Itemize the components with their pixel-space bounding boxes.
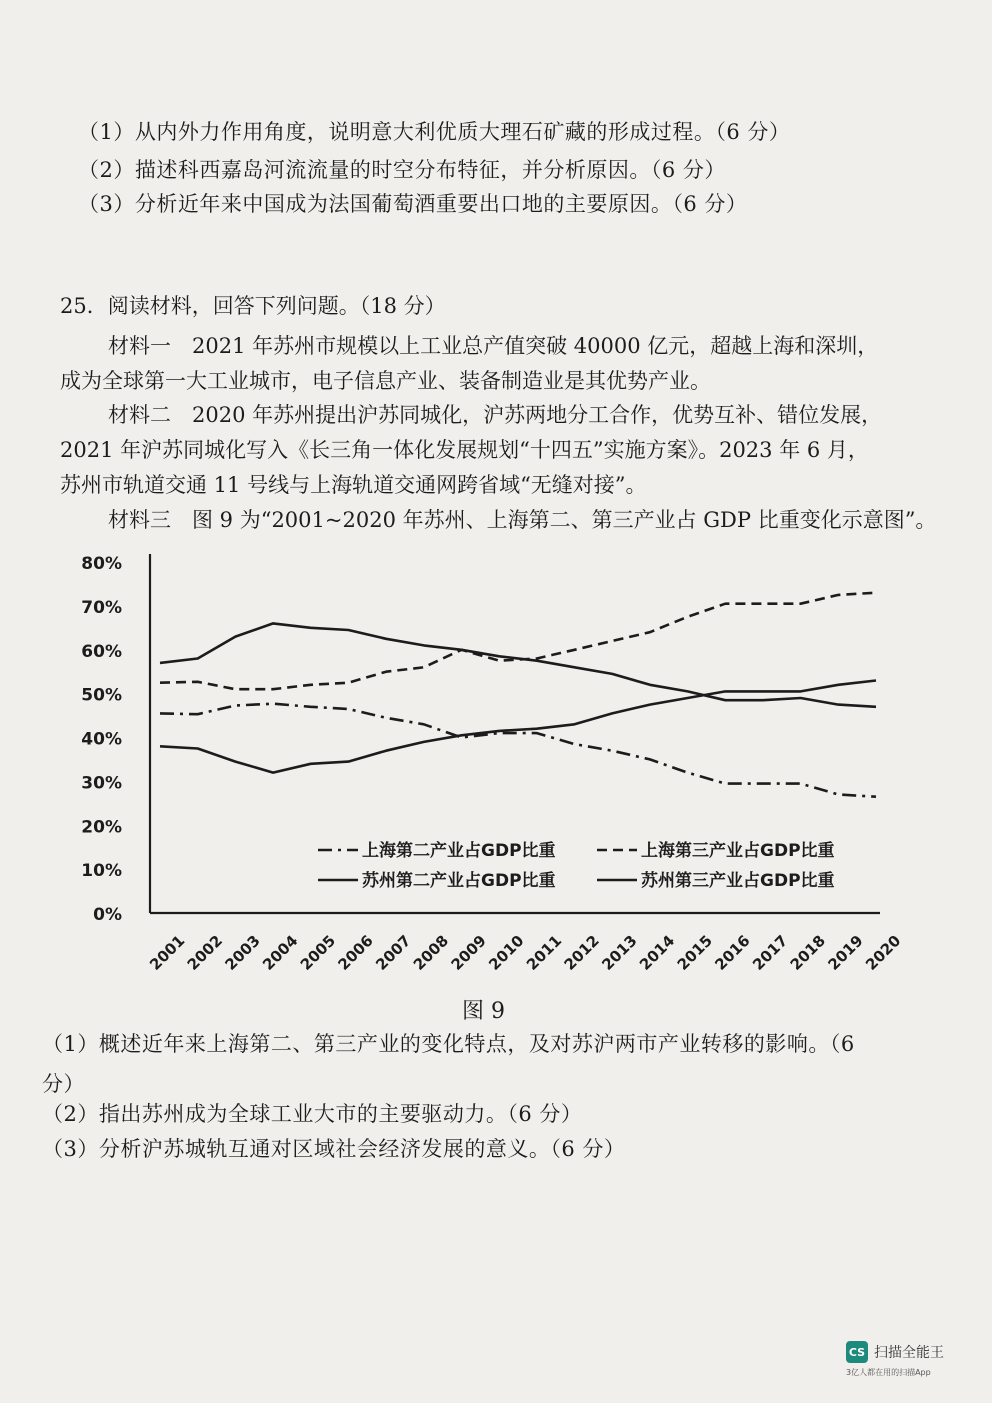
y-tick-label: 10% (81, 861, 122, 882)
x-tick-label: 2015 (673, 931, 716, 974)
x-tick-label: 2008 (409, 931, 453, 974)
question-top-1: （1）从内外力作用角度，说明意大利优质大理石矿藏的形成过程。（6 分） (78, 120, 791, 144)
series-line-1 (160, 704, 876, 797)
material2-line1: 材料二 2020 年苏州提出沪苏同城化，沪苏两地分工合作，优势互补、错位发展， (108, 403, 883, 427)
figure-9-line-chart (0, 540, 992, 990)
figure-caption: 图 9 (462, 999, 505, 1024)
x-tick-label: 2012 (560, 931, 603, 974)
material1-line2: 成为全球第一大工业城市，电子信息产业、装备制造业是其优势产业。 (60, 369, 711, 393)
x-tick-label: 2003 (221, 931, 264, 974)
legend-label: 苏州第三产业占GDP比重 (641, 871, 835, 891)
x-tick-label: 2001 (146, 931, 189, 974)
brand-subtitle: 3亿人都在用的扫描App (846, 1368, 931, 1377)
x-tick-label: 2020 (862, 931, 905, 974)
question-top-3: （3）分析近年来中国成为法国葡萄酒重要出口地的主要原因。（6 分） (78, 192, 748, 216)
x-tick-label: 2011 (522, 931, 566, 974)
x-tick-label: 2005 (296, 931, 340, 974)
y-tick-label: 0% (93, 905, 122, 925)
q25-heading: 25．阅读材料，回答下列问题。（18 分） (60, 294, 446, 318)
question-top-2: （2）描述科西嘉岛河流流量的时空分布特征，并分析原因。（6 分） (78, 158, 726, 182)
x-tick-label: 2002 (183, 931, 227, 974)
scanner-brand (846, 1341, 944, 1363)
x-tick-label: 2004 (259, 931, 302, 974)
y-tick-label: 50% (81, 685, 122, 706)
q25-sub3: （3）分析沪苏城轨互通对区域社会经济发展的意义。（6 分） (42, 1137, 626, 1161)
y-tick-label: 20% (81, 817, 122, 838)
x-tick-label: 2017 (749, 931, 792, 974)
series-line-4 (160, 681, 876, 773)
y-tick-label: 80% (81, 554, 122, 574)
x-tick-label: 2006 (334, 931, 377, 974)
series-line-2 (160, 593, 876, 690)
brand-name: 扫描全能王 (874, 1345, 944, 1361)
x-tick-label: 2007 (372, 931, 415, 974)
material3: 材料三 图 9 为“2001~2020 年苏州、上海第二、第三产业占 GDP 比重变化示意图”。 (108, 508, 937, 532)
x-tick-label: 2009 (447, 931, 490, 974)
material1-line1: 材料一 2021 年苏州市规模以上工业总产值突破 40000 亿元，超越上海和深圳， (108, 334, 879, 358)
x-tick-label: 2018 (786, 931, 829, 974)
y-tick-label: 70% (81, 597, 122, 618)
legend-label: 上海第三产业占GDP比重 (641, 841, 835, 861)
material2-line3: 苏州市轨道交通 11 号线与上海轨道交通网跨省域“无缝对接”。 (60, 473, 647, 497)
q25-sub2: （2）指出苏州成为全球工业大市的主要驱动力。（6 分） (42, 1102, 583, 1126)
x-tick-label: 2014 (635, 931, 679, 974)
legend-label: 上海第二产业占GDP比重 (362, 841, 556, 861)
q25-sub1-cont: 分） (42, 1072, 85, 1096)
y-tick-label: 30% (81, 773, 122, 794)
x-tick-label: 2010 (485, 931, 528, 974)
legend-label: 苏州第二产业占GDP比重 (362, 871, 556, 891)
x-tick-label: 2019 (824, 931, 867, 974)
q25-sub1: （1）概述近年来上海第二、第三产业的变化特点，及对苏沪两市产业转移的影响。（6 (42, 1032, 855, 1056)
x-tick-label: 2013 (598, 931, 641, 974)
x-tick-label: 2016 (711, 931, 754, 974)
y-tick-label: 60% (81, 641, 122, 662)
series-line-3 (160, 623, 876, 706)
y-tick-label: 40% (81, 729, 122, 750)
cs-logo-icon: CS (846, 1341, 868, 1363)
material2-line2: 2021 年沪苏同城化写入《长三角一体化发展规划“十四五”实施方案》。2023 年 6 月， (60, 438, 869, 462)
